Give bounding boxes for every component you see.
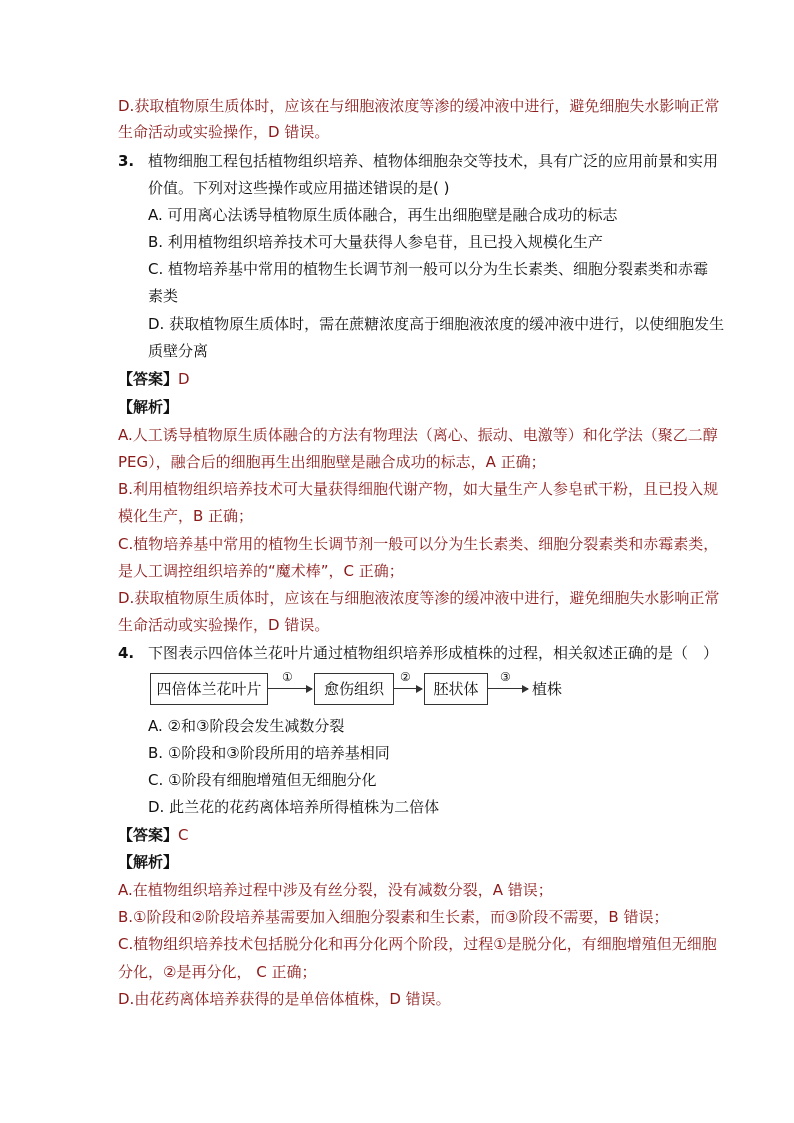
answer-line	[118, 369, 190, 389]
analysis-line: B.①阶段和②阶段培养基需要加入细胞分裂素和生长素，而③阶段不需要，B 错误；	[118, 908, 669, 926]
diagram-arrow-1	[268, 688, 312, 689]
option-d: D. 此兰花的花药离体培养所得植株为二倍体	[148, 798, 440, 816]
diagram-arrow-2	[394, 688, 422, 689]
option-c: C. ①阶段有细胞增殖但无细胞分化	[148, 771, 377, 789]
option-d: D. 获取植物原生质体时，需在蔗糖浓度高于细胞液浓度的缓冲液中进行，以使细胞发生	[148, 315, 725, 333]
answer-value: D	[178, 370, 190, 388]
option-b: B. 利用植物组织培养技术可大量获得人参皂苷，且已投入规模化生产	[148, 233, 603, 251]
analysis-line: 模化生产，B 正确；	[118, 507, 254, 525]
analysis-tag: 【解析】	[118, 853, 179, 871]
analysis-line: A.人工诱导植物原生质体融合的方法有物理法（离心、振动、电激等）和化学法（聚乙二醇	[118, 426, 718, 444]
analysis-line: C.植物培养基中常用的植物生长调节剂一般可以分为生长素类、细胞分裂素类和赤霉素类，	[118, 535, 719, 553]
question-stem: 下图表示四倍体兰花叶片通过植物组织培养形成植株的过程，相关叙述正确的是（ ）	[148, 644, 719, 662]
option-c: 素类	[148, 287, 179, 305]
analysis-line: C.植物组织培养技术包括脱分化和再分化两个阶段，过程①是脱分化，有细胞增殖但无细胞	[118, 935, 717, 953]
diagram-arrow-label-3: ③	[500, 670, 511, 684]
diagram-arrow-label-1: ①	[282, 670, 293, 684]
diagram-arrow-label-2: ②	[400, 670, 411, 684]
paragraph-line: 生命活动或实验操作，D 错误。	[118, 123, 330, 141]
answer-line	[118, 825, 189, 845]
paragraph-line: D.获取植物原生质体时，应该在与细胞液浓度等渗的缓冲液中进行，避免细胞失水影响正常	[118, 97, 720, 115]
option-a: A. ②和③阶段会发生减数分裂	[148, 717, 345, 735]
analysis-line: 生命活动或实验操作，D 错误。	[118, 616, 330, 634]
diagram-box-embryoid: 胚状体	[424, 673, 488, 705]
analysis-tag: 【解析】	[118, 398, 179, 416]
question-number: 3.	[118, 152, 135, 170]
analysis-line: A.在植物组织培养过程中涉及有丝分裂，没有减数分裂，A 错误；	[118, 881, 553, 899]
option-c: C. 植物培养基中常用的植物生长调节剂一般可以分为生长素类、细胞分裂素类和赤霉	[148, 260, 709, 278]
analysis-line: B.利用植物组织培养技术可大量获得细胞代谢产物，如大量生产人参皂甙干粉，且已投入规	[118, 480, 719, 498]
diagram-box-leaf: 四倍体兰花叶片	[150, 673, 268, 705]
analysis-line: D.获取植物原生质体时，应该在与细胞液浓度等渗的缓冲液中进行，避免细胞失水影响正常	[118, 589, 720, 607]
analysis-line: D.由花药离体培养获得的是单倍体植株，D 错误。	[118, 990, 451, 1008]
question-number: 4.	[118, 644, 135, 662]
answer-tag: 【答案】	[118, 826, 179, 844]
analysis-line: 分化，②是再分化， C 正确；	[118, 963, 317, 981]
option-a: A. 可用离心法诱导植物原生质体融合，再生出细胞壁是融合成功的标志	[148, 206, 618, 224]
diagram-arrow-3	[488, 688, 528, 689]
analysis-line: 是人工调控组织培养的“魔术棒”，C 正确；	[118, 562, 404, 580]
option-b: B. ①阶段和③阶段所用的培养基相同	[148, 744, 390, 762]
process-diagram	[150, 670, 610, 707]
answer-tag: 【答案】	[118, 370, 179, 388]
question-stem: 植物细胞工程包括植物组织培养、植物体细胞杂交等技术，具有广泛的应用前景和实用	[148, 152, 719, 170]
option-d: 质壁分离	[148, 342, 209, 360]
analysis-line: PEG），融合后的细胞再生出细胞壁是融合成功的标志，A 正确；	[118, 453, 546, 471]
diagram-box-callus: 愈伤组织	[314, 673, 394, 705]
question-stem: 价值。下列对这些操作或应用描述错误的是( )	[148, 179, 450, 197]
diagram-end-plant: 植株	[532, 680, 563, 698]
answer-value: C	[178, 826, 189, 844]
